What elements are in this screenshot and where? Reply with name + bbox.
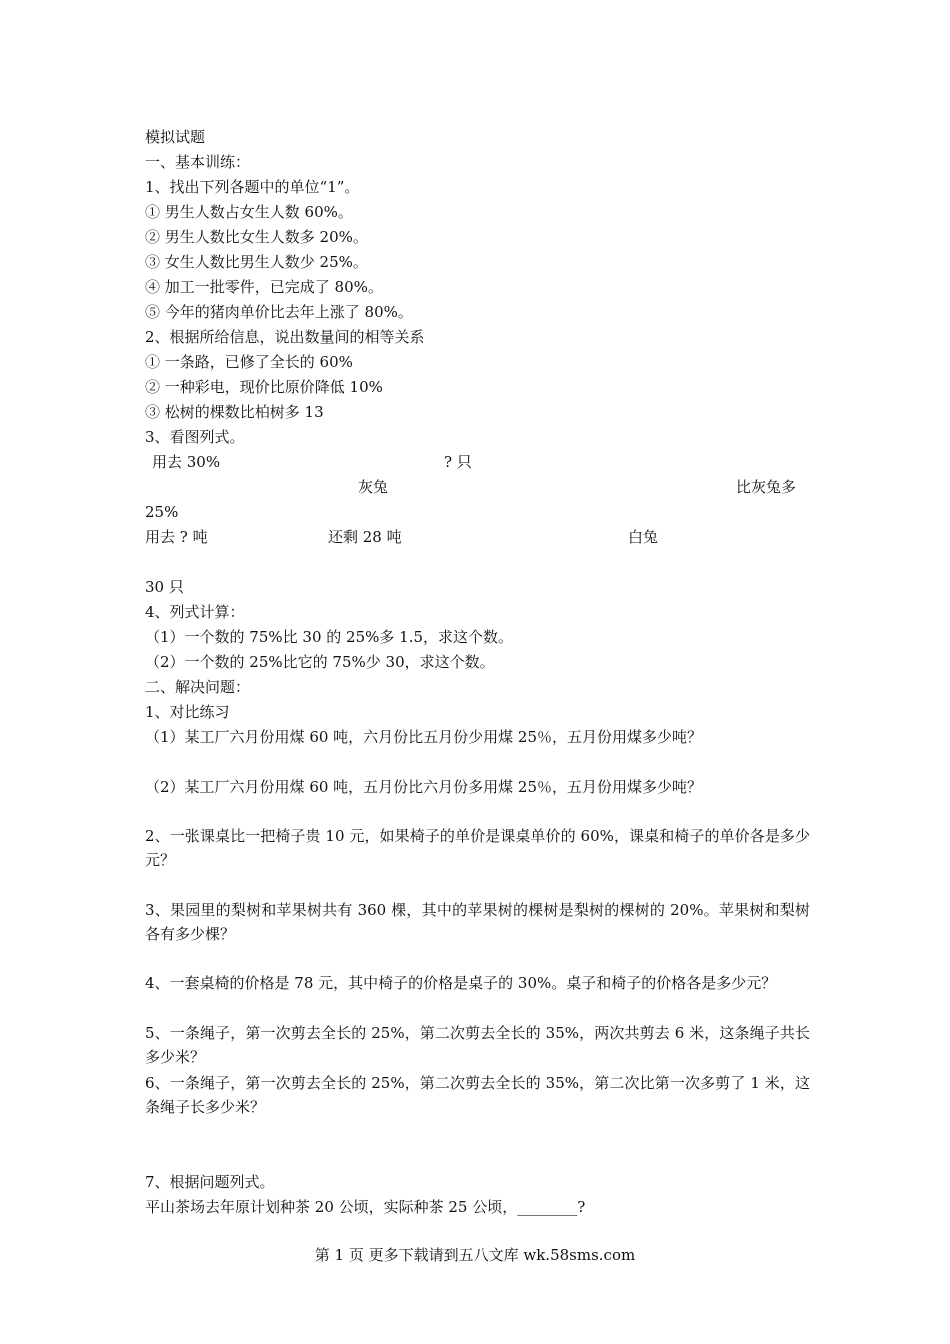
- page-footer: 第 1 页 更多下载请到五八文库 wk.58sms.com: [314, 1246, 636, 1264]
- q2-item: ① 一条路，已修了全长的 60%: [145, 353, 353, 371]
- q3-title: 3、看图列式。: [145, 428, 245, 446]
- q3-used-tons: 用去 ? 吨: [145, 528, 208, 546]
- p4-question: 4、一套桌椅的价格是 78 元，其中椅子的价格是桌子的 30%。桌子和椅子的价格各是多少元？: [145, 974, 777, 992]
- p7-title: 7、根据问题列式。: [145, 1173, 275, 1191]
- q4-item: （2）一个数的 25%比它的 75%少 30，求这个数。: [145, 653, 495, 671]
- part2-heading: 二、解决问题：: [145, 678, 251, 696]
- p2-question: 2、一张课桌比一把椅子贵 10 元，如果椅子的单价是课桌单价的 60%，课桌和椅子的单价各是多少元？: [145, 827, 810, 869]
- q1-item: ③ 女生人数比男生人数少 25%。: [145, 253, 368, 271]
- q4-title: 4、列式计算：: [145, 603, 245, 621]
- doc-title: 模拟试题: [145, 128, 206, 146]
- q3-question-count: ? 只: [444, 453, 472, 471]
- q2-item: ② 一种彩电，现价比原价降低 10%: [145, 378, 383, 396]
- part1-heading: 一、基本训练：: [145, 153, 251, 171]
- p6-question: 6、一条绳子，第一次剪去全长的 25%，第二次剪去全长的 35%，第二次比第一次多剪了 1 米，这条绳子长多少米？: [145, 1074, 810, 1116]
- q1-item: ⑤ 今年的猪肉单价比去年上涨了 80%。: [145, 303, 413, 321]
- q3-used-pct: 用去 30%: [152, 453, 221, 471]
- q3-white-rabbit: 白兔: [628, 528, 659, 546]
- q1-item: ④ 加工一批零件，已完成了 80%。: [145, 278, 383, 296]
- p5-question: 5、一条绳子，第一次剪去全长的 25%，第二次剪去全长的 35%，两次共剪去 6 米，这条绳子共长多少米？: [145, 1024, 810, 1066]
- q4-item: （1）一个数的 75%比 30 的 25%多 1.5，求这个数。: [145, 628, 514, 646]
- q3-grey-rabbit: 灰兔: [358, 478, 389, 496]
- p1-question-b: （2）某工厂六月份用煤 60 吨，五月份比六月份多用煤 25％，五月份用煤多少吨？: [145, 778, 703, 796]
- p7-text: 平山茶场去年原计划种茶 20 公顷，实际种茶 25 公顷，________?: [145, 1198, 586, 1216]
- q3-remaining: 还剩 28 吨: [328, 528, 402, 546]
- p1-question-a: （1）某工厂六月份用煤 60 吨，六月份比五月份少用煤 25％，五月份用煤多少吨？: [145, 728, 703, 746]
- q3-count-30: 30 只: [145, 578, 184, 596]
- q2-title: 2、根据所给信息，说出数量间的相等关系: [145, 328, 425, 346]
- q1-item: ① 男生人数占女生人数 60%。: [145, 203, 353, 221]
- q1-title: 1、找出下列各题中的单位“1”。: [145, 178, 360, 196]
- q2-item: ③ 松树的棵数比柏树多 13: [145, 403, 324, 421]
- q3-more-than-grey: 比灰兔多: [736, 478, 797, 496]
- p3-question: 3、果园里的梨树和苹果树共有 360 棵，其中的苹果树的棵树是梨树的棵树的 20%。苹果树和梨树各有多少棵？: [145, 901, 810, 943]
- p1-title: 1、对比练习: [145, 703, 230, 721]
- q3-pct-25: 25%: [145, 503, 179, 521]
- q1-item: ② 男生人数比女生人数多 20%。: [145, 228, 368, 246]
